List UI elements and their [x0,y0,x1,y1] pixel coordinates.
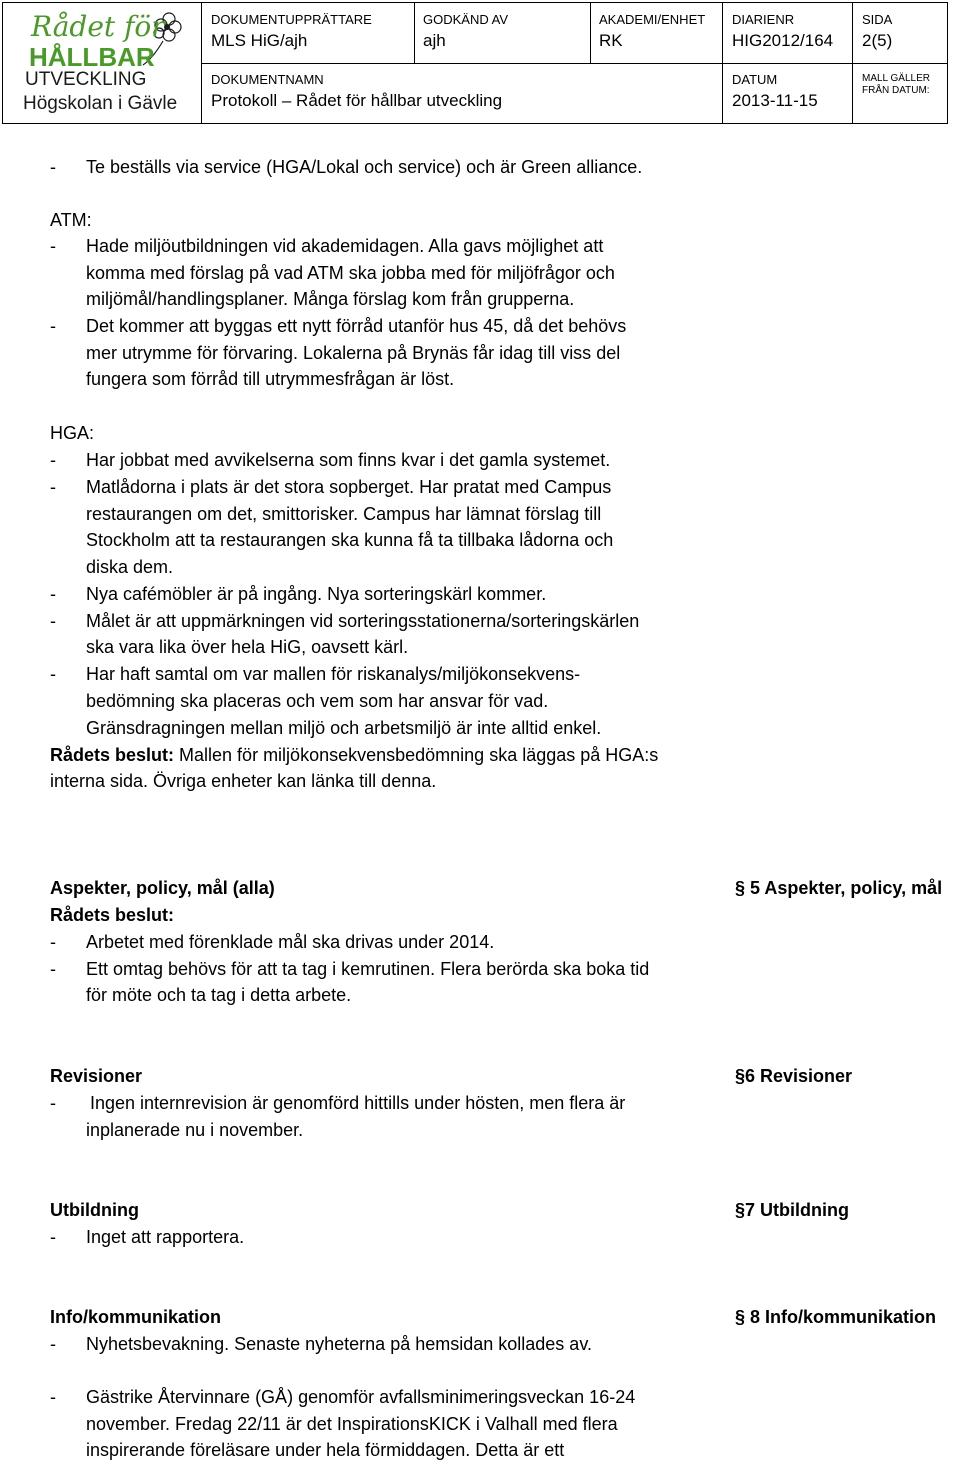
header-divider [202,63,947,64]
bullet-dash: - [50,1093,56,1113]
body-line: Nya cafémöbler är på ingång. Nya sorteringskärl kommer. [86,584,547,604]
logo-text-2: HÅLLBAR [29,42,155,72]
body-line: fungera som förråd till utrymmesfrågan är löst. [86,369,455,389]
unit-value: RK [599,31,623,50]
divider [590,3,591,63]
section-label-hga: HGA: [50,423,95,443]
section-ref: § 8 Info/kommunikation [735,1307,937,1327]
body-line: Har jobbat med avvikelserna som finns kvar i det gamla systemet. [86,450,611,470]
bullet-dash: - [50,584,56,604]
section-ref: § 5 Aspekter, policy, mål [735,878,943,898]
section-title: Revisioner [50,1066,143,1086]
body-line: mer utrymme för förvaring. Lokalerna på Brynäs får idag till viss del [86,343,621,363]
body-line: Ingen internrevision är genomförd hittills under hösten, men flera är [90,1093,626,1113]
docname-value: Protokoll – Rådet för hållbar utveckling [211,91,503,110]
section-title: Utbildning [50,1200,139,1220]
bullet-dash: - [50,316,56,336]
approved-value: ajh [423,31,446,50]
section-label-atm: ATM: [50,210,92,230]
divider [414,3,415,63]
body-line: för möte och ta tag i detta arbete. [86,985,352,1005]
section-title: Aspekter, policy, mål (alla) [50,878,275,898]
reg-label: DIARIENR [732,12,795,27]
logo-text-3: UTVECKLING [25,69,147,90]
body-line: Har haft samtal om var mallen för riskanalys/miljökonsekvens- [86,664,581,684]
body-line: Ett omtag behövs för att ta tag i kemrutinen. Flera berörda ska boka tid [86,959,650,979]
date-label: DATUM [732,72,778,87]
bullet-dash: - [50,959,56,979]
body-line: interna sida. Övriga enheter kan länka till denna. [50,771,437,791]
page-label: SIDA [862,12,893,27]
bullet-dash: - [50,1334,56,1354]
bullet-dash: - [50,1227,56,1247]
logo-text-1: Rådet för [31,10,165,43]
body-line: Te beställs via service (HGA/Lokal och service) och är Green alliance. [86,157,643,177]
document-header [2,2,948,124]
decision-text: Mallen för miljökonsekvensbedömning ska läggas på HGA:s [174,745,659,765]
body-line: Det kommer att byggas ett nytt förråd utanför hus 45, då det behövs [86,316,627,336]
bullet-dash: - [50,664,56,684]
decision-line [50,742,658,768]
body-line: komma med förslag på vad ATM ska jobba med för miljöfrågor och [86,263,615,283]
valid-label: MALL GÄLLER [862,73,930,84]
section-ref: §6 Revisioner [735,1066,853,1086]
bullet-dash: - [50,450,56,470]
body-line: Matlådorna i plats är det stora sopberget. Har pratat med Campus [86,477,612,497]
author-value: MLS HiG/ajh [211,31,308,50]
logo [3,3,202,123]
body-line: diska dem. [86,557,174,577]
body-line: november. Fredag 22/11 är det InspirationsKICK i Valhall med flera [86,1414,618,1434]
body-line: inplanerade nu i november. [86,1120,304,1140]
body-line: bedömning ska placeras och vem som har ansvar för vad. [86,691,549,711]
divider [852,3,853,123]
body-line: Hade miljöutbildningen vid akademidagen. Alla gavs möjlighet att [86,236,604,256]
bullet-dash: - [50,157,56,177]
bullet-dash: - [50,236,56,256]
bullet-dash: - [50,477,56,497]
reg-value: HIG2012/164 [732,31,834,50]
body-line: inspirerande föreläsare under hela förmiddagen. Detta är ett [86,1440,565,1460]
body-line: Målet är att uppmärkningen vid sorteringsstationerna/sorteringskärlen [86,611,640,631]
logo-text-4: Högskolan i Gävle [23,93,178,114]
approved-label: GODKÄND AV [423,12,509,27]
body-line: restaurangen om det, smittorisker. Campus har lämnat förslag till [86,504,602,524]
date-value: 2013-11-15 [732,91,818,110]
bullet-dash: - [50,932,56,952]
body-line: Inget att rapportera. [86,1227,245,1247]
body-line: Gästrike Återvinnare (GÅ) genomför avfallsminimeringsveckan 16-24 [86,1387,636,1407]
body-line: Gränsdragningen mellan miljö och arbetsmiljö är inte alltid enkel. [86,718,602,738]
body-line: ska vara lika över hela HiG, oavsett kärl. [86,637,409,657]
author-label: DOKUMENTUPPRÄTTARE [211,12,372,27]
docname-label: DOKUMENTNAMN [211,72,324,87]
body-line: Nyhetsbevakning. Senaste nyheterna på hemsidan kollades av. [86,1334,592,1354]
body-line: Stockholm att ta restaurangen ska kunna få ta tillbaka lådorna och [86,530,614,550]
bullet-dash: - [50,1387,56,1407]
section-title: Info/kommunikation [50,1307,221,1327]
body-line: Arbetet med förenklade mål ska drivas under 2014. [86,932,495,952]
bullet-dash: - [50,611,56,631]
valid-label-2: FRÅN DATUM: [862,85,930,96]
unit-label: AKADEMI/ENHET [599,12,706,27]
divider [722,3,723,123]
decision-label: Rådets beslut: [50,745,175,765]
decision-label: Rådets beslut: [50,905,175,925]
section-ref: §7 Utbildning [735,1200,849,1220]
body-line: miljömål/handlingsplaner. Många förslag kom från grupperna. [86,289,575,309]
page-value: 2(5) [862,31,893,50]
